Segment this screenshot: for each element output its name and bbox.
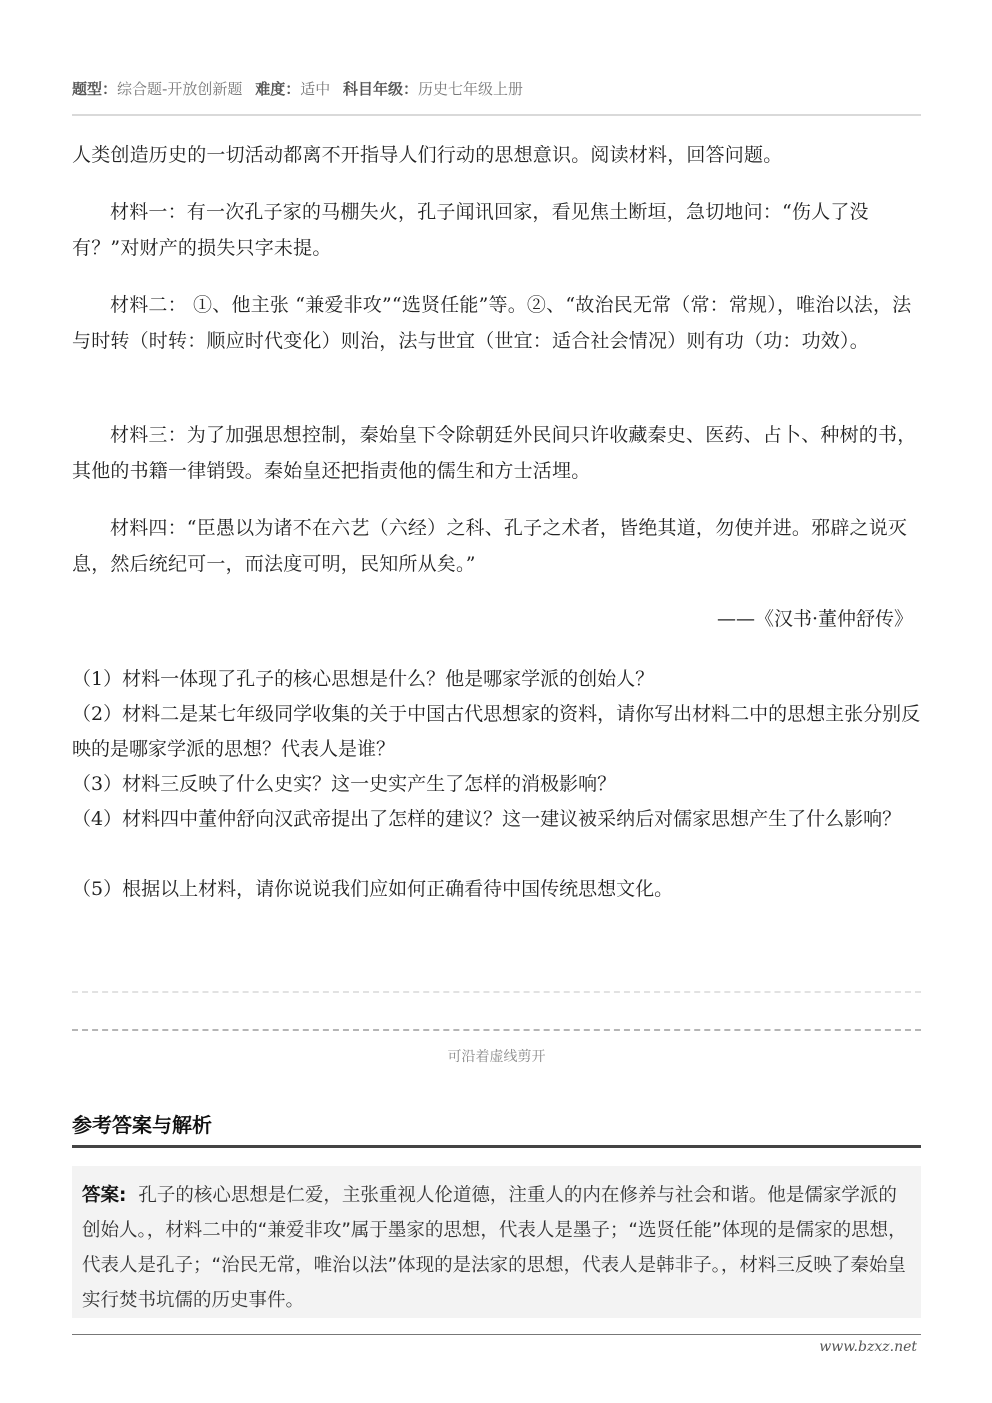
subject-value: 历史七年级上册 bbox=[418, 80, 524, 98]
sub-question-2: （2）材料二是某七年级同学收集的关于中国古代思想家的资料，请你写出材料二中的思想主张分别反映的是哪家学派的思想？代表人是谁？ bbox=[72, 703, 921, 760]
sub-question-5: （5）根据以上材料，请你说说我们应如何正确看待中国传统思想文化。 bbox=[72, 878, 674, 900]
footer-site-link[interactable]: www.bzxz.net bbox=[819, 1339, 917, 1355]
difficulty-label: 难度： bbox=[255, 80, 301, 98]
answer-box bbox=[72, 1166, 921, 1318]
answer-text: 孔子的核心思想是仁爱，主张重视人伦道德，注重人的内在修养与社会和谐。他是儒家学派的创始人。，材料二中的“兼爱非攻”属于墨家的思想，代表人是墨子；“选贤任能”体现的是儒家的思想，代表人是孔子；“治民无常，唯治以法”体现的是法家的思想，代表人是韩非子。，材料三反映了秦始皇实行焚书坑儒的历史事件。 bbox=[82, 1185, 907, 1311]
footer-divider bbox=[72, 1334, 921, 1335]
answer-content bbox=[82, 1178, 911, 1318]
sub-question-4: （4）材料四中董仲舒向汉武帝提出了怎样的建议？这一建议被采纳后对儒家思想产生了什么影响？ bbox=[72, 808, 902, 830]
subject-label: 科目年级： bbox=[343, 80, 419, 98]
type-label: 题型： bbox=[72, 80, 118, 98]
difficulty-value: 适中 bbox=[300, 80, 331, 98]
question-meta-bar bbox=[72, 78, 921, 99]
cut-line-light bbox=[72, 991, 921, 993]
meta-divider bbox=[72, 114, 921, 116]
sub-question-1: （1）材料一体现了孔子的核心思想是什么？他是哪家学派的创始人？ bbox=[72, 668, 655, 690]
material-4: 材料四：“臣愚以为诸不在六艺（六经）之科、孔子之术者，皆绝其道，勿使并进。邪辟之说灭息，然后统纪可一，而法度可明，民知所从矣。” bbox=[72, 517, 908, 575]
material-source-citation: ——《汉书·董仲舒传》 bbox=[716, 608, 913, 630]
cut-hint-text: 可沿着虚线剪开 bbox=[447, 1049, 546, 1065]
material-1: 材料一：有一次孔子家的马棚失火，孔子闻讯回家，看见焦土断垣，急切地问：“伤人了没有？”对财产的损失只字未提。 bbox=[72, 201, 869, 259]
answer-title-divider bbox=[72, 1145, 921, 1148]
material-3: 材料三：为了加强思想控制，秦始皇下令除朝廷外民间只许收藏秦史、医药、占卜、种树的书，其他的书籍一律销毁。秦始皇还把指责他的儒生和方士活埋。 bbox=[72, 424, 917, 482]
answer-section-title: 参考答案与解析 bbox=[72, 1113, 212, 1137]
material-2: 材料二： ①、他主张 “兼爱非攻”“选贤任能”等。②、“故治民无常（常：常规），唯治以法，法与时转（时转：顺应时代变化）则治，法与世宜（世宜：适合社会情况）则有功（功：功效）。 bbox=[72, 294, 912, 352]
cut-line-dashed bbox=[72, 1029, 921, 1031]
sub-question-3: （3）材料三反映了什么史实？这一史实产生了怎样的消极影响？ bbox=[72, 773, 617, 795]
answer-label: 答案: bbox=[82, 1185, 127, 1206]
type-value: 综合题-开放创新题 bbox=[117, 80, 243, 98]
question-intro: 人类创造历史的一切活动都离不开指导人们行动的思想意识。阅读材料，回答问题。 bbox=[72, 144, 783, 166]
